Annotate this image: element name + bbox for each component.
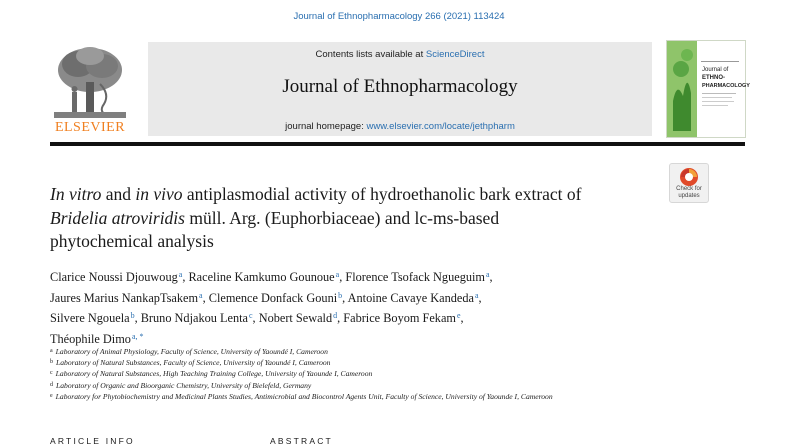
author-affiliation-mark[interactable]: e — [456, 311, 461, 320]
journal-citation[interactable]: Journal of Ethnopharmacology 266 (2021) 113424 — [293, 11, 505, 22]
author-name[interactable]: Fabrice Boyom Fekam — [343, 311, 456, 325]
author-affiliation-mark[interactable]: b — [338, 290, 343, 300]
author-affiliation-mark[interactable]: d — [333, 311, 338, 320]
author-affiliation-mark[interactable]: a — [199, 290, 203, 300]
affiliation-key: d — [50, 381, 53, 388]
author-name[interactable]: Clarice Noussi Djouwoug — [50, 270, 178, 284]
affiliation-item — [50, 380, 750, 391]
article-title — [50, 183, 650, 254]
cover-line-3: PHARMACOLOGY — [702, 83, 750, 89]
author-name[interactable]: Florence Tsofack Ngueguim — [345, 270, 485, 284]
title-part: in vivo — [135, 184, 183, 204]
author-affiliation-mark[interactable]: a — [178, 270, 183, 279]
author-affiliation-mark[interactable]: b — [130, 311, 135, 320]
header-divider — [50, 142, 745, 146]
affiliation-key: b — [50, 359, 53, 366]
author-affiliation-mark[interactable]: a — [474, 290, 479, 300]
affiliation-item — [50, 346, 750, 357]
affiliation-item — [50, 368, 750, 379]
affiliation-key: e — [50, 392, 53, 399]
affiliation-key: c — [50, 370, 53, 377]
affiliation-item — [50, 357, 750, 368]
author-name[interactable]: Silvere Ngouela — [50, 311, 130, 325]
journal-homepage-link[interactable]: www.elsevier.com/locate/jethpharm — [366, 121, 515, 132]
affiliation-key: a — [50, 348, 53, 354]
author-name[interactable]: Bruno Ndjakou Lenta — [140, 311, 248, 325]
check-updates-line: updates — [678, 193, 700, 199]
journal-cover-image — [666, 40, 750, 138]
affiliation-list — [50, 346, 750, 402]
title-part: In vitro — [50, 184, 102, 204]
title-part: and — [101, 184, 136, 204]
author-name[interactable]: Raceline Kamkumo Gounoue — [188, 270, 335, 284]
sciencedirect-link[interactable]: ScienceDirect — [425, 49, 485, 60]
cover-line-2: ETHNO- — [702, 75, 725, 81]
check-updates-label — [669, 186, 709, 200]
elsevier-wordmark: ELSEVIER — [54, 120, 126, 135]
author-name[interactable]: Théophile Dimo — [50, 331, 131, 346]
affiliation-text: Laboratory of Organic and Bioorganic Chemistry, University of Bielefeld, Germany — [56, 380, 312, 390]
author-affiliation-mark[interactable]: a — [485, 270, 490, 279]
affiliation-item — [50, 391, 750, 402]
contents-prefix: Contents lists available at — [315, 49, 426, 60]
affiliation-text: Laboratory for Phytobiochemistry and Medicinal Plants Studies, Antimicrobial and Biocontrol Agents Unit, Faculty of Science, University of Yaounde I, Cameroon — [55, 391, 553, 401]
homepage-prefix: journal homepage: — [285, 121, 367, 132]
author-name[interactable]: Jaures Marius NankapTsakem — [50, 290, 199, 305]
title-part: müll. Arg. (Euphorbiaceae) and lc-ms-based — [184, 207, 500, 228]
contents-line — [148, 49, 652, 60]
author-name[interactable]: Antoine Cavaye Kandeda — [347, 290, 474, 305]
journal-title: Journal of Ethnopharmacology — [282, 76, 518, 97]
cover-line-1: Journal of — [702, 67, 729, 73]
article-info-heading: ARTICLE INFO — [50, 436, 135, 446]
affiliation-text: Laboratory of Natural Substances, High Teaching Training College, University of Yaounde I, Cameroon — [55, 369, 373, 379]
check-updates-line: Check for — [676, 186, 702, 192]
title-part: phytochemical analysis — [50, 231, 214, 251]
author-name[interactable]: Nobert Sewald — [258, 311, 333, 325]
author-name[interactable]: Clemence Donfack Gouni — [208, 290, 338, 305]
author-affiliation-mark[interactable]: a, * — [131, 331, 144, 341]
abstract-heading: ABSTRACT — [270, 436, 333, 446]
affiliation-text: Laboratory of Natural Substances, Faculty of Science, University of Yaoundé I, Cameroon — [56, 358, 331, 368]
title-part: Bridelia atroviridis — [50, 207, 185, 228]
affiliation-text: Laboratory of Animal Physiology, Faculty of Science, University of Yaoundé I, Cameroon — [55, 347, 328, 356]
author-affiliation-mark[interactable]: a — [335, 270, 340, 279]
title-part: antiplasmodial activity of hydroethanolic bark extract of — [182, 184, 582, 204]
homepage-line — [148, 121, 652, 132]
author-affiliation-mark[interactable]: c — [248, 311, 253, 320]
author-list: Clarice Noussi Djouwoug$^a$, Raceline Kamkumo Gounoue$^a$, Florence Tsofack Ngueguim$^a$, Jaures Marius NankapTsakem$^a$, Clemence Donfack Gouni$^b$, Antoine Cavaye Kandeda$^a$, Silvere Ngouela$^b$, Bruno Ndjakou Lenta$^c$, Nobert Sewald$^d$, Fabrice Boyom Fekam$^e$, Théophile Dimo$^{a, *}$ — [50, 270, 493, 346]
